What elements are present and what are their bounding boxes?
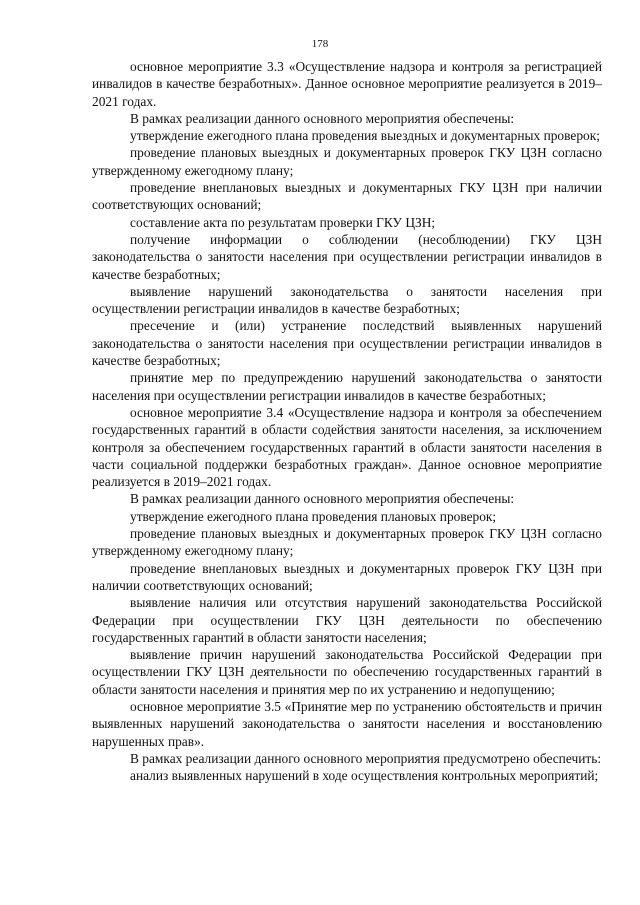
body-text	[92, 58, 602, 784]
paragraph: проведение плановых выездных и документарных проверок ГКУ ЦЗН согласно утвержденному ежегодному плану;	[92, 526, 602, 559]
paragraph: В рамках реализации данного основного мероприятия обеспечены:	[130, 491, 515, 507]
paragraph: принятие мер по предупреждению нарушений законодательства о занятости населения при осуществлении регистрации инвалидов в качестве безработных;	[92, 370, 602, 403]
paragraph: основное мероприятие 3.5 «Принятие мер по устранению обстоятельств и причин выявленных нарушений законодательства о занятости населения и восстановлению нарушенных прав».	[92, 698, 602, 749]
paragraph: утверждение ежегодного плана проведения плановых проверок;	[130, 508, 497, 524]
paragraph: утверждение ежегодного плана проведения выездных и документарных проверок;	[130, 128, 600, 144]
paragraph: анализ выявленных нарушений в ходе осуществления контрольных мероприятий;	[130, 768, 599, 784]
paragraph: проведение внеплановых выездных и документарных проверок ГКУ ЦЗН при наличии соответствующих оснований;	[92, 560, 602, 593]
paragraph: проведение плановых выездных и документарных проверок ГКУ ЦЗН согласно утвержденному ежегодному плану;	[92, 145, 602, 178]
paragraph: основное мероприятие 3.3 «Осуществление надзора и контроля за регистрацией инвалидов в качестве безработных». Данное основное мероприятие реализуется в 2019–2021 годах.	[92, 59, 602, 109]
paragraph: пресечение и (или) устранение последствий выявленных нарушений законодательства о занятости населения при осуществлении регистрации инвалидов в качестве безработных;	[92, 318, 602, 369]
page-number: 178	[311, 38, 329, 50]
paragraph: В рамках реализации данного основного мероприятия обеспечены:	[130, 110, 515, 126]
paragraph: проведение внеплановых выездных и документарных ГКУ ЦЗН при наличии соответствующих оснований;	[92, 180, 602, 213]
paragraph: составление акта по результатам проверки ГКУ ЦЗН;	[130, 214, 436, 230]
paragraph: получение информации о соблюдении (несоблюдении) ГКУ ЦЗН законодательства о занятости населения при осуществлении регистрации инвалидов в качестве безработных;	[92, 231, 602, 282]
paragraph: В рамках реализации данного основного мероприятия предусмотрено обеспечить:	[130, 750, 602, 766]
paragraph: основное мероприятие 3.4 «Осуществление надзора и контроля за обеспечением государственных гарантий в области содействия занятости населения, за исключением контроля за обеспечением государственных гарантий в области занятости населения в части социальной поддержки безработных граждан». Данное основное мероприятие реализуется в 2019–2021 годах.	[92, 404, 602, 490]
paragraph: выявление причин нарушений законодательства Российской Федерации при осуществлении ГКУ ЦЗН деятельности по обеспечению государственных гарантий в области занятости населения и принятия мер по их устранению и недопущению;	[92, 647, 602, 697]
paragraph: выявление нарушений законодательства о занятости населения при осуществлении регистрации инвалидов в качестве безработных;	[92, 283, 602, 317]
paragraph: выявление наличия или отсутствия нарушений законодательства Российской Федерации при осуществлении ГКУ ЦЗН деятельности по обеспечению государственных гарантий в области занятости населения;	[92, 595, 602, 645]
